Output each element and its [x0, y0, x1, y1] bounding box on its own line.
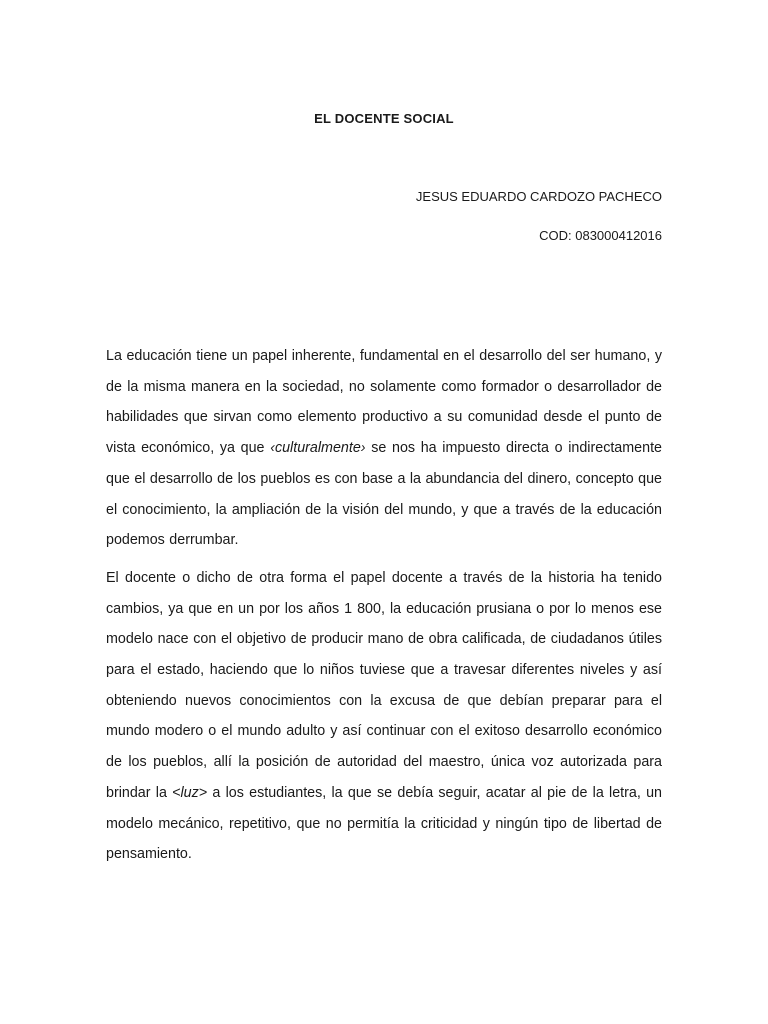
paragraph-text: a los estudiantes, la que se debía seguir, acatar al pie de la letra, un modelo mecánico, repetitivo, que no permitía la criticidad y ningún tipo de libertad de pensamiento. [106, 784, 663, 863]
emphasized-word: <luz> [172, 784, 208, 801]
paragraph-text: se nos ha impuesto directa o indirectamente que el desarrollo de los pueblos es con base a la abundancia del dinero, concepto que el conocimiento, la ampliación de la visión del mundo, y que a través de la educación podemos derrumbar. [106, 440, 662, 549]
author-name: JESUS EDUARDO CARDOZO PACHECO [415, 189, 662, 204]
paragraph-1 [106, 341, 662, 556]
emphasized-word: ‹culturalmente› [270, 440, 366, 457]
student-code: COD: 083000412016 [539, 228, 662, 243]
paragraph-text: El docente o dicho de otra forma el papel docente a través de la historia ha tenido cambios, ya que en un por los años 1 800, la educación prusiana o por lo menos ese modelo nace con el objetivo de producir mano de obra calificada, de ciudadanos útiles para el estado, haciendo que lo niños tuviese que a travesar diferentes niveles y así obteniendo nuevos conocimientos con la excusa de que debían preparar para el mundo modero o el mundo adulto y así continuar con el exitoso desarrollo económico de los pueblos, allí la posición de autoridad del maestro, única voz autorizada para brindar la [106, 569, 662, 801]
paragraph-text: La educación tiene un papel inherente, fundamental en el desarrollo del ser humano, y de la misma manera en la sociedad, no solamente como formador o desarrollador de habilidades que sirvan como elemento productivo a su comunidad desde el punto de vista económico, ya que [106, 348, 662, 457]
paragraph-2 [106, 563, 662, 870]
document-title: EL DOCENTE SOCIAL [314, 111, 454, 126]
document-body [106, 341, 662, 877]
